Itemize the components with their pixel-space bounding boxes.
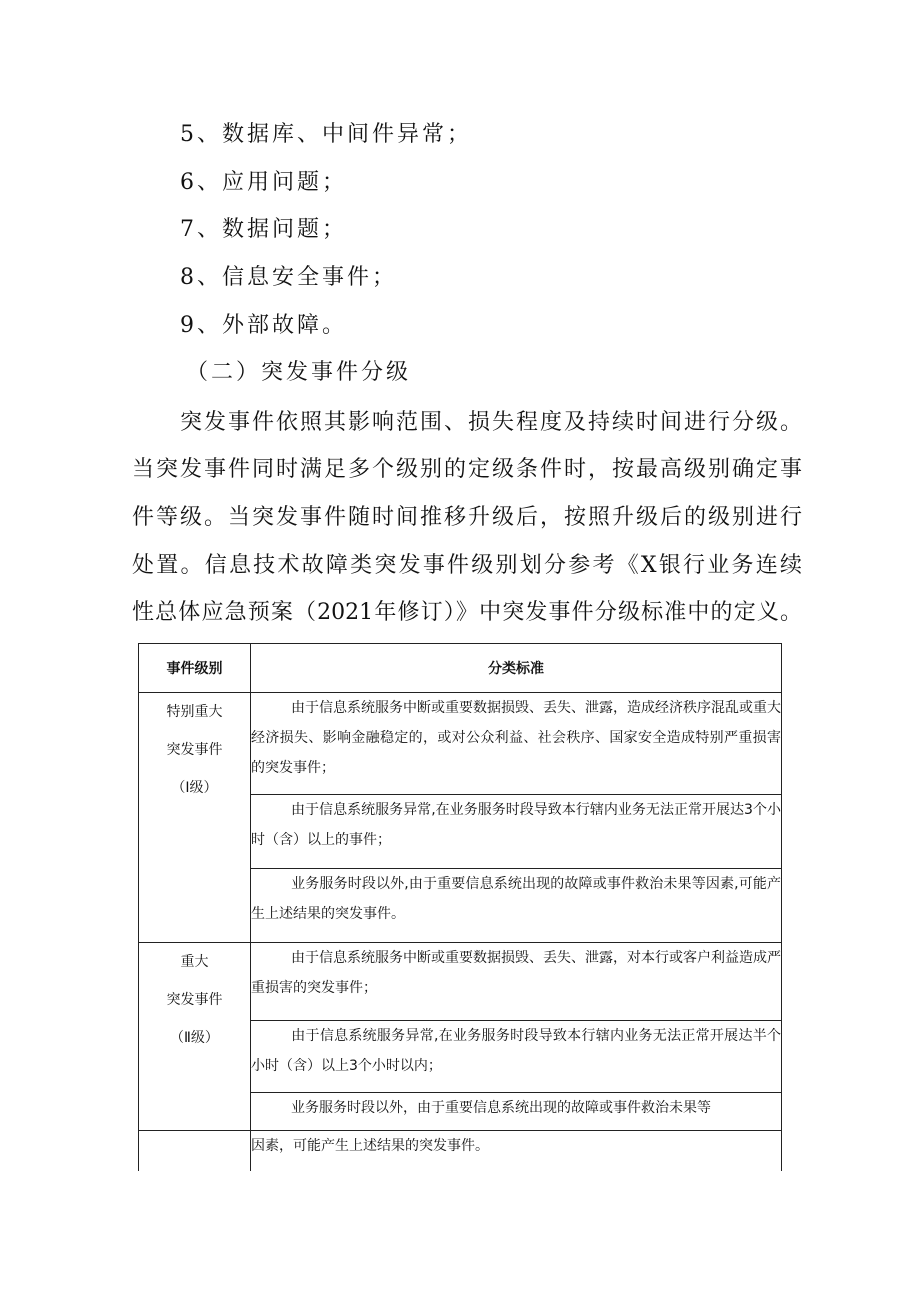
criteria-cell: 由于信息系统服务异常,在业务服务时段导致本行辖内业务无法正常开展达半个小时（含）以上3个小时以内； xyxy=(251,1021,782,1093)
table-row xyxy=(139,943,782,1021)
paragraph-line: 突发事件依照其影响范围、损失程度及持续时间进行分级。 xyxy=(180,410,802,435)
paragraph-line: 性总体应急预案（2021年修订）》中突发事件分级标准中的定义。 xyxy=(132,600,802,625)
list-item-6: 6、应用问题； xyxy=(180,170,347,195)
criteria-cell: 业务服务时段以外，由于重要信息系统出现的故障或事件救治未果等 xyxy=(251,1093,782,1131)
list-item-5: 5、数据库、中间件异常； xyxy=(180,122,472,147)
criteria-cell: 由于信息系统服务中断或重要数据损毁、丢失、泄露，造成经济秩序混乱或重大经济损失、影响金融稳定的，或对公众利益、社会秩序、国家安全造成特别严重损害的突发事件； xyxy=(251,693,782,795)
criteria-cell: 由于信息系统服务中断或重要数据损毁、丢失、泄露，对本行或客户利益造成严重损害的突发事件； xyxy=(251,943,782,1021)
table-header-row xyxy=(139,644,782,693)
paragraph-line: 当突发事件同时满足多个级别的定级条件时，按最高级别确定事 xyxy=(132,457,802,482)
empty-level-cell xyxy=(139,1131,251,1171)
list-item-8: 8、信息安全事件； xyxy=(180,265,397,290)
level-1-cell: 特别重大 突发事件 （Ⅰ级） xyxy=(139,693,251,943)
list-item-9: 9、外部故障。 xyxy=(180,313,347,338)
paragraph-line: 件等级。当突发事件随时间推移升级后，按照升级后的级别进行 xyxy=(132,505,802,530)
paragraph-line: 处置。信息技术故障类突发事件级别划分参考《X银行业务连续 xyxy=(132,553,802,578)
criteria-cell: 因素，可能产生上述结果的突发事件。 xyxy=(251,1131,782,1171)
header-event-level: 事件级别 xyxy=(139,644,251,693)
criteria-cell: 由于信息系统服务异常,在业务服务时段导致本行辖内业务无法正常开展达3个小时（含）以上的事件； xyxy=(251,795,782,869)
table-row xyxy=(139,693,782,795)
incident-grade-table xyxy=(138,643,782,1171)
section-heading: （二）突发事件分级 xyxy=(186,360,412,385)
list-item-7: 7、数据问题； xyxy=(180,217,347,242)
table-row xyxy=(139,1131,782,1171)
header-criteria: 分类标准 xyxy=(251,644,782,693)
level-2-cell: 重大 突发事件 （Ⅱ级） xyxy=(139,943,251,1131)
criteria-cell: 业务服务时段以外,由于重要信息系统出现的故障或事件救治未果等因素,可能产生上述结果的突发事件。 xyxy=(251,869,782,943)
